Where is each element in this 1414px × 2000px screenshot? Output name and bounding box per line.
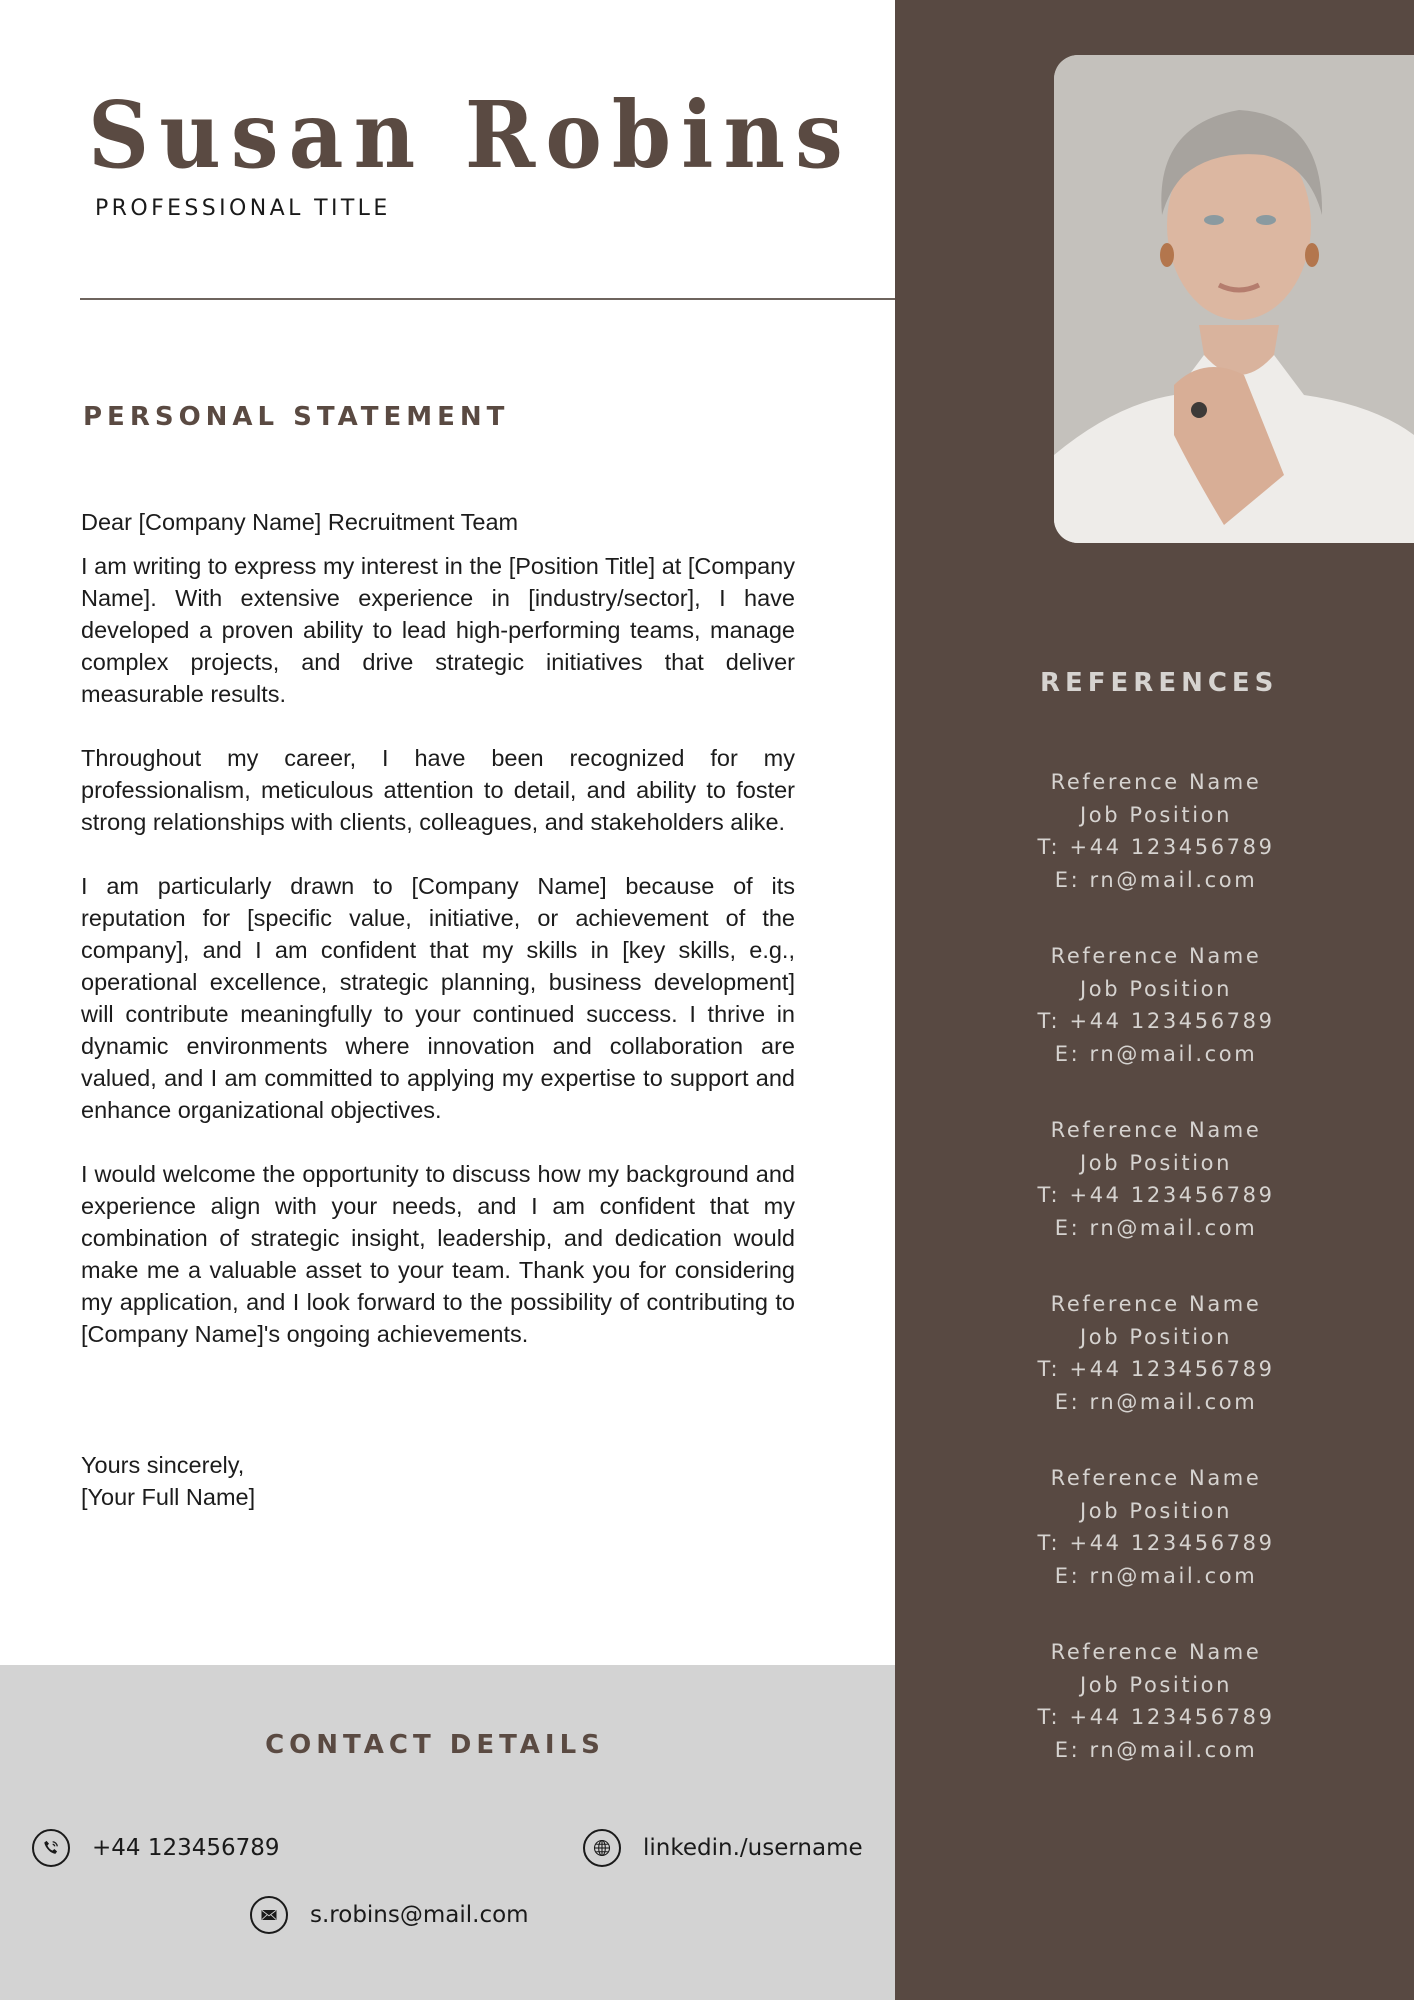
reference-entry xyxy=(1000,1114,1312,1244)
contact-email[interactable] xyxy=(250,1896,529,1934)
reference-email: E: rn@mail.com xyxy=(1054,1737,1258,1762)
profile-photo xyxy=(1054,55,1414,543)
reference-phone: T: +44 123456789 xyxy=(1037,835,1275,859)
reference-name: Reference Name xyxy=(1050,1118,1262,1142)
contact-linkedin[interactable] xyxy=(583,1829,863,1867)
reference-position: Job Position xyxy=(1079,1672,1232,1697)
candidate-name: Susan Robins xyxy=(88,81,853,189)
reference-position: Job Position xyxy=(1079,1498,1232,1523)
reference-email: E: rn@mail.com xyxy=(1054,1563,1258,1588)
contact-details-heading: CONTACT DETAILS xyxy=(265,1730,605,1760)
signature-name: [Your Full Name] xyxy=(81,1484,256,1510)
reference-entry xyxy=(1000,1636,1312,1766)
contact-phone-value: +44 123456789 xyxy=(92,1835,280,1861)
reference-name: Reference Name xyxy=(1050,1292,1262,1316)
header-divider xyxy=(80,298,895,300)
reference-entry xyxy=(1000,940,1312,1070)
reference-email: E: rn@mail.com xyxy=(1054,1041,1258,1066)
reference-email: E: rn@mail.com xyxy=(1054,1215,1258,1240)
reference-name: Reference Name xyxy=(1050,1466,1262,1490)
reference-phone: T: +44 123456789 xyxy=(1037,1357,1275,1381)
reference-entry xyxy=(1000,766,1312,896)
professional-title: PROFESSIONAL TITLE xyxy=(95,196,391,221)
mail-icon xyxy=(250,1896,288,1934)
reference-position: Job Position xyxy=(1079,802,1232,827)
contact-phone[interactable] xyxy=(32,1829,280,1867)
reference-position: Job Position xyxy=(1079,976,1232,1001)
letter-paragraph: Throughout my career, I have been recognized for my professionalism, meticulous attention to detail, and ability to foster strong relationships with clients, colleagues, and stakeholders alike. xyxy=(81,745,795,835)
reference-name: Reference Name xyxy=(1050,1640,1262,1664)
reference-email: E: rn@mail.com xyxy=(1054,1389,1258,1414)
cover-letter-body xyxy=(81,506,795,1382)
reference-position: Job Position xyxy=(1079,1324,1232,1349)
reference-phone: T: +44 123456789 xyxy=(1037,1183,1275,1207)
letter-paragraph: I am writing to express my interest in the [Position Title] at [Company Name]. With extensive experience in [industry/sector], I have developed a proven ability to lead high-performing teams, manage complex projects, and drive strategic initiatives that deliver measurable results. xyxy=(81,553,795,707)
contact-email-value: s.robins@mail.com xyxy=(310,1902,529,1928)
reference-email: E: rn@mail.com xyxy=(1054,867,1258,892)
letter-greeting: Dear [Company Name] Recruitment Team xyxy=(81,509,519,535)
personal-statement-heading: PERSONAL STATEMENT xyxy=(83,402,510,432)
reference-phone: T: +44 123456789 xyxy=(1037,1531,1275,1555)
references-heading: REFERENCES xyxy=(1040,668,1279,698)
letter-closing xyxy=(81,1449,255,1513)
phone-icon xyxy=(32,1829,70,1867)
closing-phrase: Yours sincerely, xyxy=(81,1452,245,1478)
reference-entry xyxy=(1000,1462,1312,1592)
reference-phone: T: +44 123456789 xyxy=(1037,1009,1275,1033)
reference-phone: T: +44 123456789 xyxy=(1037,1705,1275,1729)
reference-name: Reference Name xyxy=(1050,770,1262,794)
letter-paragraph: I would welcome the opportunity to discuss how my background and experience align with your needs, and I am confident that my combination of strategic insight, leadership, and dedication would make me a valuable asset to your team. Thank you for considering my application, and I look forward to the possibility of contributing to [Company Name]'s ongoing achievements. xyxy=(81,1161,795,1347)
globe-icon xyxy=(583,1829,621,1867)
reference-name: Reference Name xyxy=(1050,944,1262,968)
contact-linkedin-value: linkedin./username xyxy=(643,1835,863,1861)
reference-entry xyxy=(1000,1288,1312,1418)
reference-position: Job Position xyxy=(1079,1150,1232,1175)
letter-paragraph: I am particularly drawn to [Company Name] because of its reputation for [specific value, initiative, or achievement of the company], and I am confident that my skills in [key skills, e.g., operational excellence, strategic planning, business development] will contribute meaningfully to your continued success. I thrive in dynamic environments where innovation and collaboration are valued, and I am committed to applying my expertise to support and enhance organizational objectives. xyxy=(81,873,795,1123)
